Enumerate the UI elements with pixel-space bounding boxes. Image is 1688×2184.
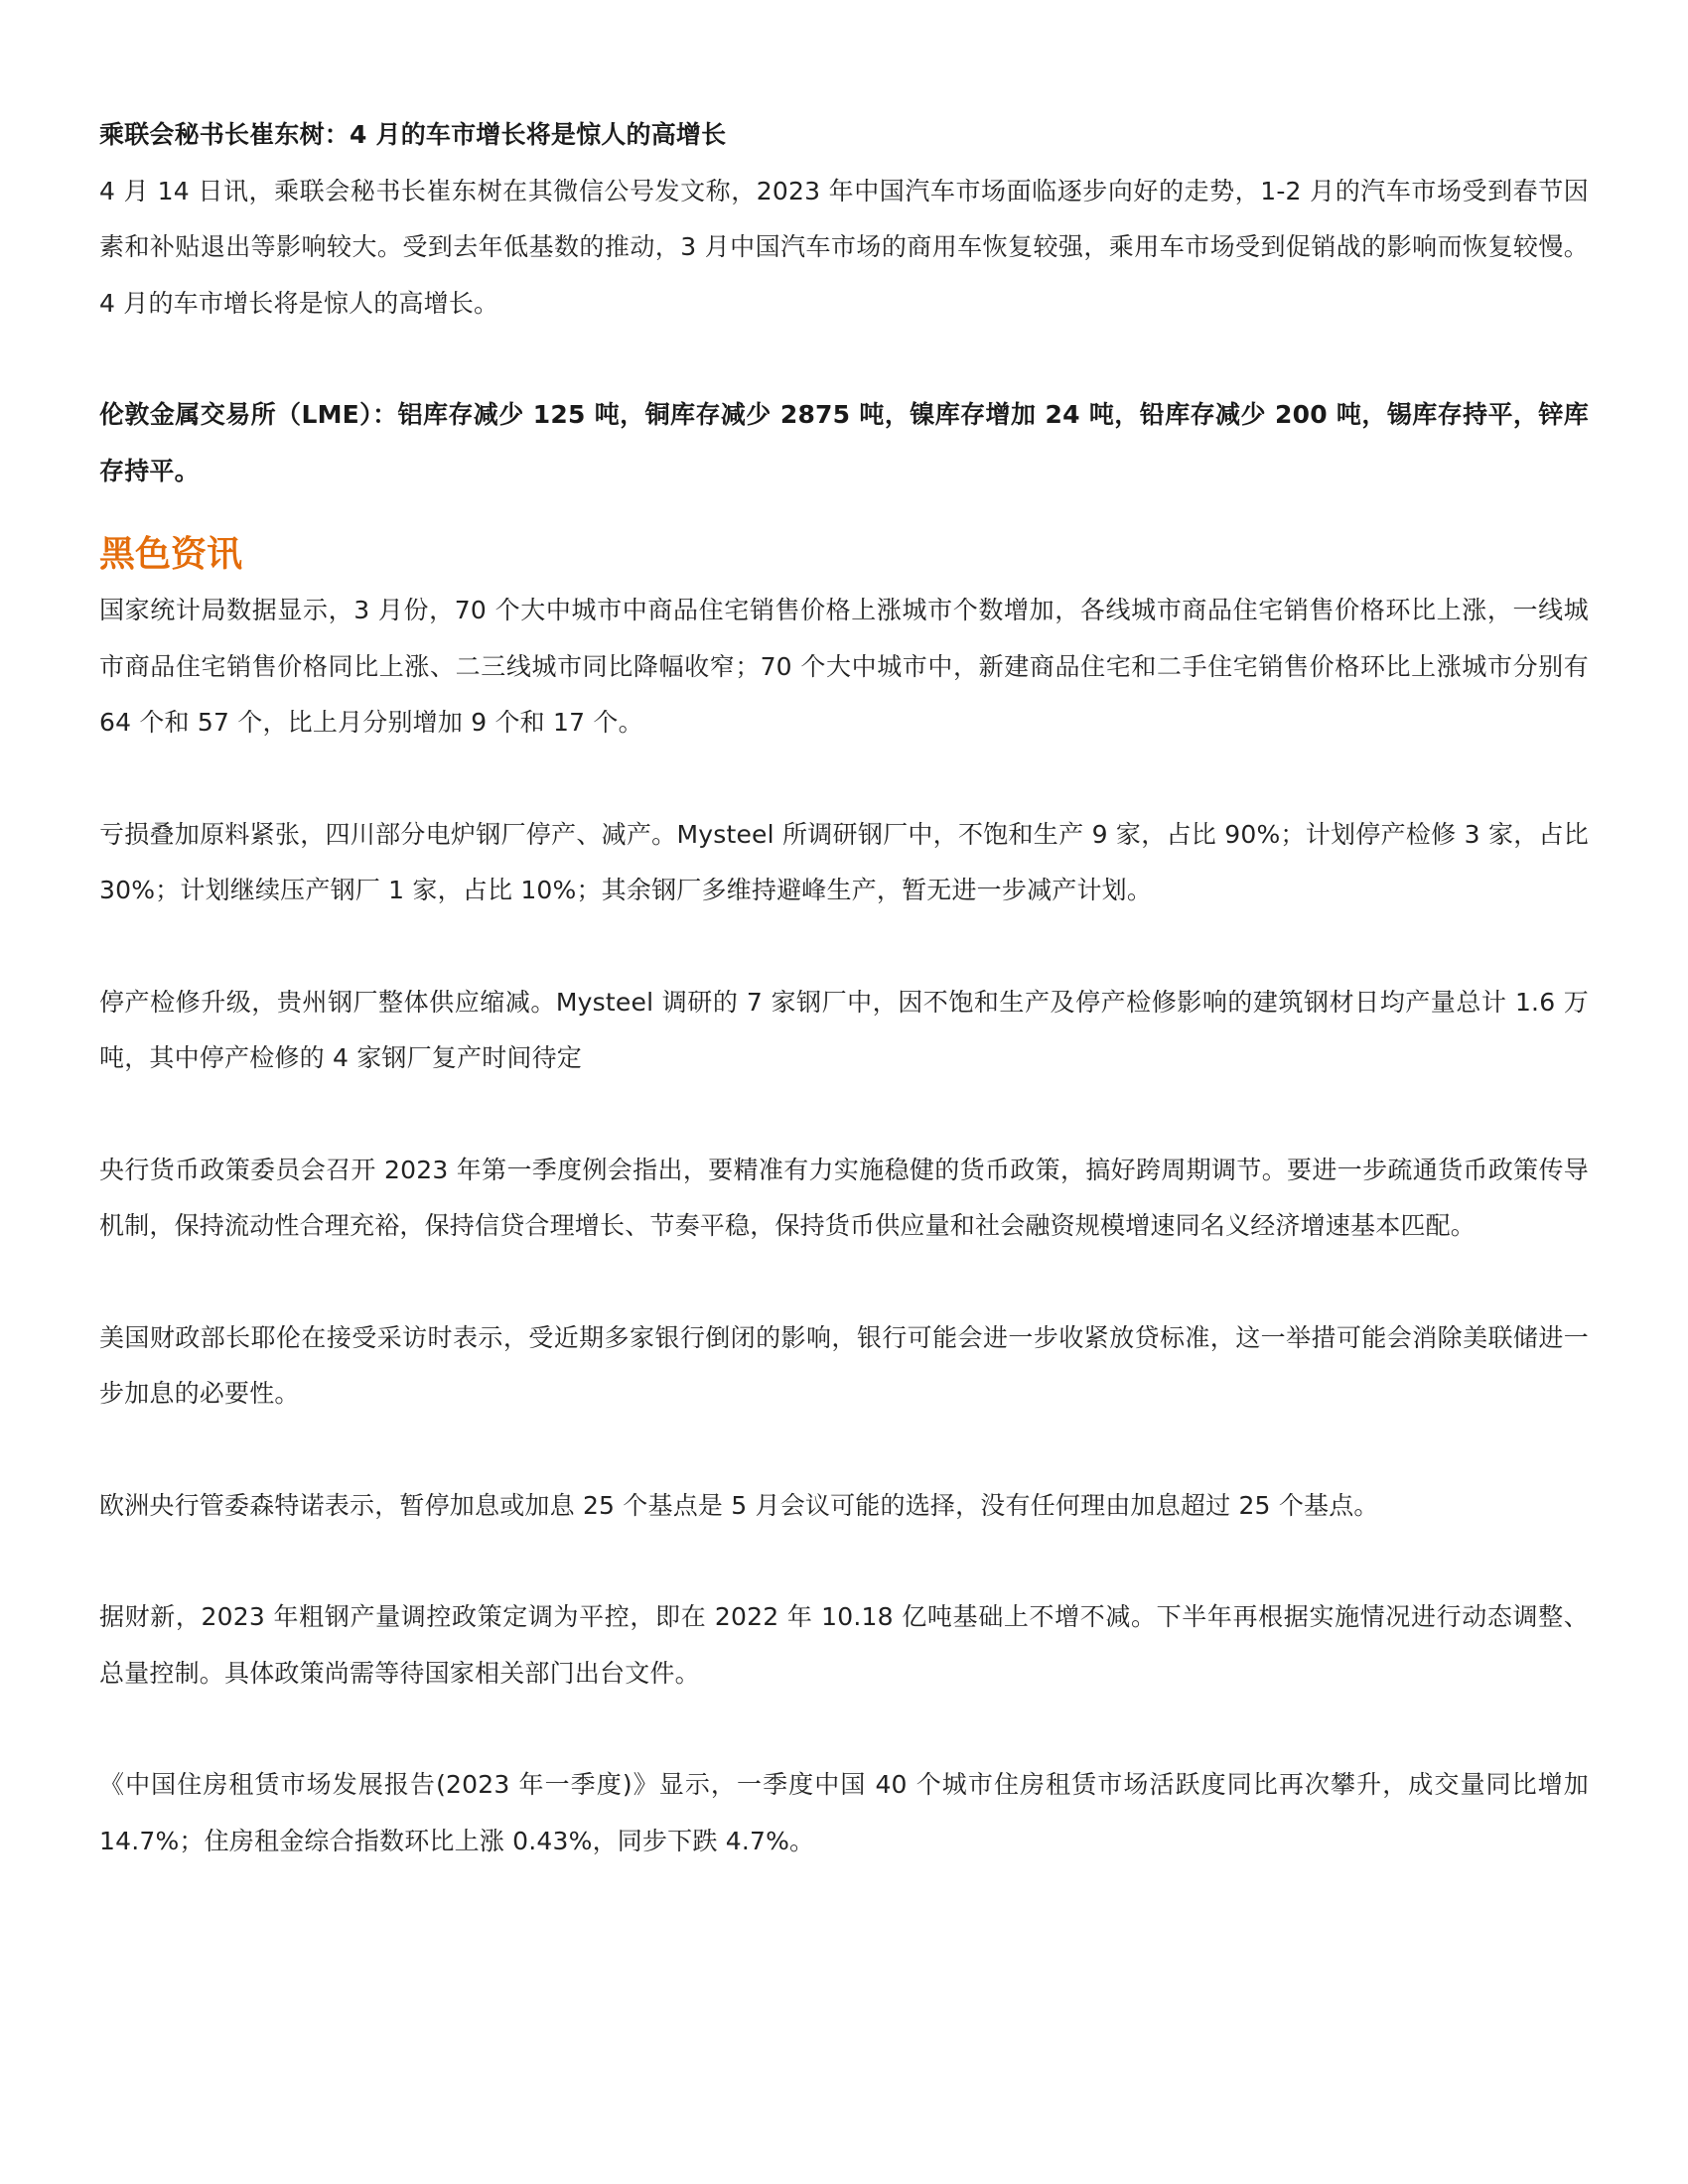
paragraph-housing-prices: 国家统计局数据显示，3 月份，70 个大中城市中商品住宅销售价格上涨城市个数增加，各线城市商品住宅销售价格环比上涨，一线城市商品住宅销售价格同比上涨、二三线城市同比降幅收窄；70 个大中城市中，新建商品住宅和二手住宅销售价格环比上涨城市分别有 64 个和 57 个，比上月分别增加 9 个和 17 个。 bbox=[99, 596, 1589, 737]
lme-inventory-note: 伦敦金属交易所（LME）：铝库存减少 125 吨，铜库存减少 2875 吨，镍库存增加 24 吨，铅库存减少 200 吨，锡库存持平，锌库存持平。 bbox=[99, 400, 1589, 485]
paragraph-yellen: 美国财政部长耶伦在接受采访时表示，受近期多家银行倒闭的影响，银行可能会进一步收紧放贷标准，这一举措可能会消除美联储进一步加息的必要性。 bbox=[99, 1322, 1589, 1408]
paragraph-ecb-centeno: 欧洲央行管委森特诺表示，暂停加息或加息 25 个基点是 5 月会议可能的选择，没有任何理由加息超过 25 个基点。 bbox=[99, 1490, 1379, 1520]
news-body-auto-market: 4 月 14 日讯，乘联会秘书长崔东树在其微信公号发文称，2023 年中国汽车市场面临逐步向好的走势，1-2 月的汽车市场受到春节因素和补贴退出等影响较大。受到去年低基数的推动，3 月中国汽车市场的商用车恢复较强，乘用车市场受到促销战的影响而恢复较慢。4 月的车市增长将是惊人的高增长。 bbox=[99, 176, 1589, 318]
paragraph-crude-steel-output: 据财新，2023 年粗钢产量调控政策定调为平控，即在 2022 年 10.18 亿吨基础上不增不减。下半年再根据实施情况进行动态调整、总量控制。具体政策尚需等待国家相关部门出台文件。 bbox=[99, 1602, 1589, 1688]
paragraph-sichuan-steel: 亏损叠加原料紧张，四川部分电炉钢厂停产、减产。Mysteel 所调研钢厂中，不饱和生产 9 家，占比 90%；计划停产检修 3 家，占比 30%；计划继续压产钢厂 1 家，占比 10%；其余钢厂多维持避峰生产，暂无进一步减产计划。 bbox=[99, 819, 1589, 904]
paragraph-guizhou-steel: 停产检修升级，贵州钢厂整体供应缩减。Mysteel 调研的 7 家钢厂中，因不饱和生产及停产检修影响的建筑钢材日均产量总计 1.6 万吨，其中停产检修的 4 家钢厂复产时间待定 bbox=[99, 987, 1589, 1072]
paragraph-pboc-policy: 央行货币政策委员会召开 2023 年第一季度例会指出，要精准有力实施稳健的货币政策，搞好跨周期调节。要进一步疏通货币政策传导机制，保持流动性合理充裕，保持信贷合理增长、节奏平稳，保持货币供应量和社会融资规模增速同名义经济增速基本匹配。 bbox=[99, 1155, 1589, 1240]
paragraph-rental-market-report: 《中国住房租赁市场发展报告(2023 年一季度)》显示，一季度中国 40 个城市住房租赁市场活跃度同比再次攀升，成交量同比增加 14.7%；住房租金综合指数环比上涨 0.43%，同步下跌 4.7%。 bbox=[99, 1770, 1589, 1855]
document-page bbox=[99, 107, 1589, 1869]
section-heading-black-news: 黑色资讯 bbox=[99, 534, 243, 575]
news-title-auto-market: 乘联会秘书长崔东树：4 月的车市增长将是惊人的高增长 bbox=[99, 120, 727, 149]
